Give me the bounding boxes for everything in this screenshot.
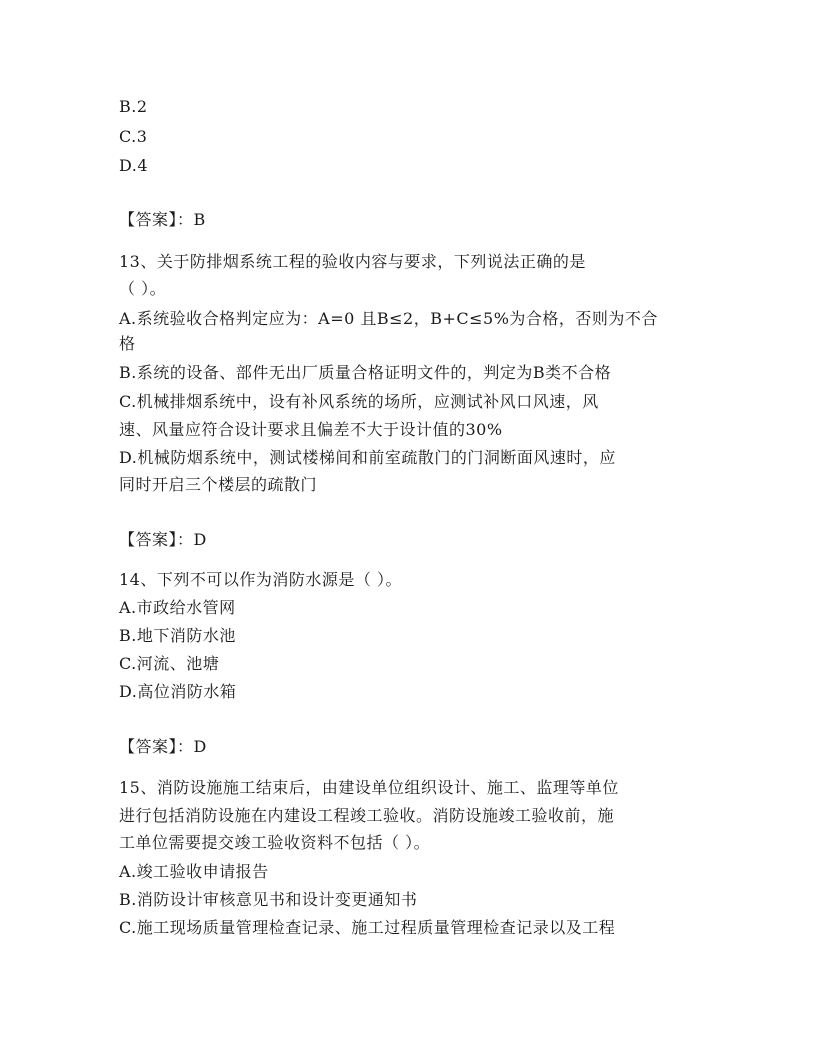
answer-q14: 【答案】：D bbox=[119, 737, 207, 756]
question-15-stem: 15、消防设施施工结束后，由建设单位组织设计、施工、监理等单位 bbox=[119, 778, 619, 797]
option-d-q14: D.高位消防水箱 bbox=[119, 682, 237, 701]
option-a-q15: A.竣工验收申请报告 bbox=[119, 862, 269, 881]
option-a-q13: A.系统验收合格判定应为：A=0 且B≤2，B+C≤5%为合格，否则为不合 bbox=[119, 309, 658, 328]
option-c-q12: C.3 bbox=[119, 127, 148, 146]
answer-q12: 【答案】：B bbox=[119, 210, 206, 229]
option-d-q13-cont: 同时开启三个楼层的疏散门 bbox=[119, 475, 318, 494]
option-b-q13: B.系统的设备、部件无出厂质量合格证明文件的，判定为B类不合格 bbox=[119, 363, 612, 382]
option-b-q12: B.2 bbox=[119, 97, 148, 116]
option-c-q13: C.机械排烟系统中，设有补风系统的场所，应测试补风口风速，风 bbox=[119, 392, 599, 411]
option-c-q15: C.施工现场质量管理检查记录、施工过程质量管理检查记录以及工程 bbox=[119, 918, 616, 937]
question-13-stem-cont: （ ）。 bbox=[119, 279, 167, 298]
option-d-q13: D.机械防烟系统中，测试楼梯间和前室疏散门的门洞断面风速时，应 bbox=[119, 448, 616, 467]
option-c-q13-cont: 速、风量应符合设计要求且偏差不大于设计值的30% bbox=[119, 420, 503, 439]
option-b-q14: B.地下消防水池 bbox=[119, 626, 236, 645]
option-a-q14: A.市政给水管网 bbox=[119, 598, 236, 617]
option-c-q14: C.河流、池塘 bbox=[119, 654, 220, 673]
question-14-stem: 14、下列不可以作为消防水源是（ ）。 bbox=[119, 570, 402, 589]
question-13-stem: 13、关于防排烟系统工程的验收内容与要求，下列说法正确的是 bbox=[119, 252, 586, 271]
option-a-q13-cont: 格 bbox=[119, 334, 136, 353]
option-d-q12: D.4 bbox=[119, 156, 149, 175]
option-b-q15: B.消防设计审核意见书和设计变更通知书 bbox=[119, 890, 418, 909]
question-15-stem-cont-2: 工单位需要提交竣工验收资料不包括（ ）。 bbox=[119, 833, 431, 852]
question-15-stem-cont-1: 进行包括消防设施在内建设工程竣工验收。消防设施竣工验收前，施 bbox=[119, 806, 615, 825]
answer-q13: 【答案】：D bbox=[119, 530, 207, 549]
